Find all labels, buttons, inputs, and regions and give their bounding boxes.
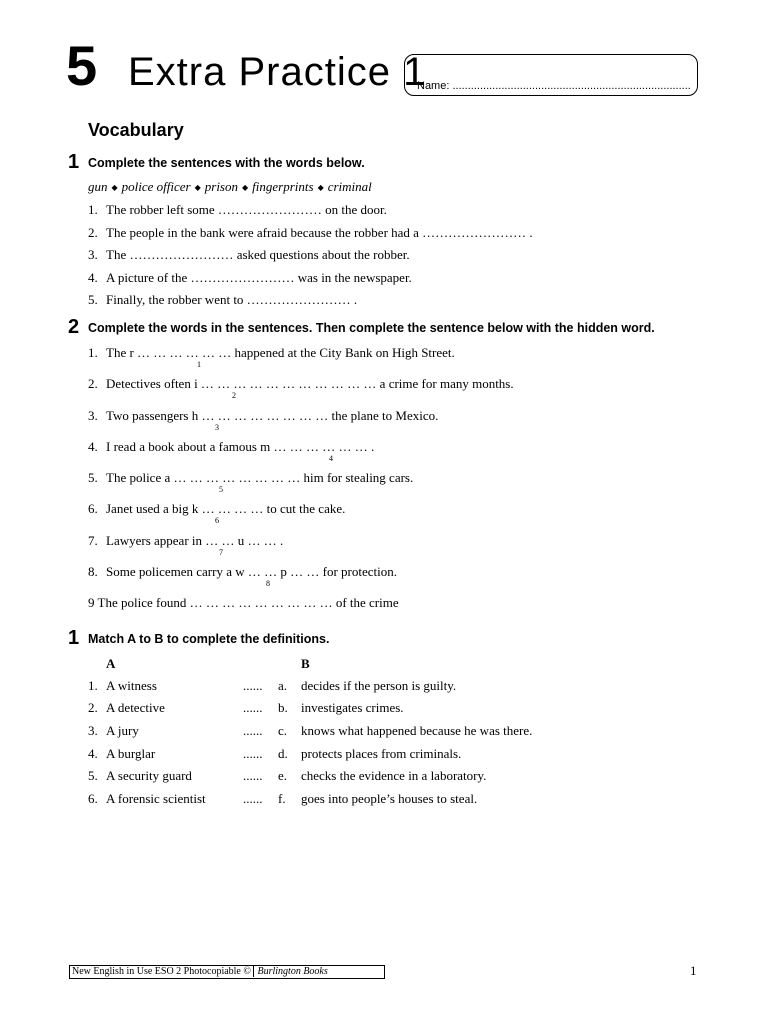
item-text: Janet used a big k … … … … to cut the cake.	[106, 501, 346, 516]
item-text: Lawyers appear in … … u … … .	[106, 533, 284, 548]
footer-credit	[69, 965, 385, 979]
item-text: Finally, the robber went to …………………… .	[106, 292, 358, 307]
word-bank: gun ◆ police officer ◆ prison ◆ fingerprints ◆ criminal	[88, 179, 372, 194]
item-text: Two passengers h … … … … … … … … the plane to Mexico.	[106, 408, 439, 423]
exercise-3-instruction: Match A to B to complete the definitions.	[88, 632, 330, 646]
column-b-item: protects places from criminals.	[301, 746, 462, 761]
item-number: 1.	[88, 202, 98, 217]
item-text: Some policemen carry a w … … p … … for protection.	[106, 564, 397, 579]
exercise-2-item	[88, 534, 283, 547]
answer-blank: ......	[243, 768, 263, 783]
row-letter: a.	[278, 678, 288, 693]
exercise-1-instruction: Complete the sentences with the words below.	[88, 156, 365, 170]
item-text: The police a … … … … … … … … him for stealing cars.	[106, 470, 414, 485]
column-b-item: checks the evidence in a laboratory.	[301, 768, 487, 783]
column-a-heading: A	[106, 656, 116, 671]
item-text: A picture of the …………………… was in the newspaper.	[106, 270, 412, 285]
exercise-2-item	[88, 409, 438, 422]
answer-blank: ......	[243, 746, 263, 761]
row-number: 2.	[88, 700, 98, 715]
row-letter: d.	[278, 746, 288, 761]
exercise-1-item	[88, 293, 357, 306]
word-bank-item: gun	[88, 179, 108, 194]
word-bank-item: fingerprints	[252, 179, 314, 194]
column-a-item: A forensic scientist	[106, 791, 206, 806]
exercise-1-item	[88, 271, 412, 284]
answer-blank: ......	[243, 791, 263, 806]
item-number: 7.	[88, 533, 98, 548]
hidden-letter-index: 6	[215, 516, 219, 525]
row-number: 3.	[88, 723, 98, 738]
exercise-1-item	[88, 248, 410, 261]
row-letter: b.	[278, 700, 288, 715]
footer-text: New English in Use ESO 2 Photocopiable ©	[72, 966, 254, 977]
answer-blank: ......	[243, 678, 263, 693]
exercise-2-instruction: Complete the words in the sentences. Then complete the sentence below with the hidden word.	[88, 321, 655, 335]
word-bank-item: police officer	[121, 179, 191, 194]
row-letter: c.	[278, 723, 288, 738]
exercise-2-item	[88, 377, 514, 390]
exercise-2-item	[88, 440, 374, 453]
item-text: Detectives often i … … … … … … … … … … … a crime for many months.	[106, 376, 514, 391]
item-number: 5.	[88, 470, 98, 485]
row-letter: f.	[278, 791, 286, 806]
item-number: 1.	[88, 345, 98, 360]
word-bank-item: prison	[204, 179, 238, 194]
name-box	[404, 54, 698, 96]
column-a-item: A jury	[106, 723, 139, 738]
column-a-item: A security guard	[106, 768, 192, 783]
item-number: 2.	[88, 225, 98, 240]
page-title: Extra Practice 1	[128, 50, 427, 94]
column-b-heading: B	[301, 656, 310, 671]
column-a-item: A detective	[106, 700, 165, 715]
page-number: 1	[690, 963, 697, 978]
hidden-letter-index: 5	[219, 485, 223, 494]
answer-blank: ......	[243, 700, 263, 715]
hidden-word-sentence: 9 The police found … … … … … … … … … of the crime	[88, 595, 399, 610]
item-text: The …………………… asked questions about the robber.	[106, 247, 410, 262]
column-a-item: A burglar	[106, 746, 156, 761]
exercise-3-number: 1	[68, 627, 80, 649]
answer-blank: ......	[243, 723, 263, 738]
name-label: Name: ..............................................................................	[417, 80, 691, 92]
word-bank-item: criminal	[327, 179, 372, 194]
exercise-2-item	[88, 565, 397, 578]
item-number: 6.	[88, 501, 98, 516]
row-number: 6.	[88, 791, 98, 806]
item-number: 8.	[88, 564, 98, 579]
item-number: 3.	[88, 408, 98, 423]
row-number: 1.	[88, 678, 98, 693]
unit-number: 5	[66, 34, 98, 97]
exercise-2-item	[88, 502, 345, 515]
column-b-item: knows what happened because he was there.	[301, 723, 533, 738]
hidden-letter-index: 1	[197, 360, 201, 369]
exercise-2-item	[88, 346, 455, 359]
exercise-2-item	[88, 471, 413, 484]
item-text: The people in the bank were afraid because the robber had a …………………… .	[106, 225, 533, 240]
item-number: 5.	[88, 292, 98, 307]
column-b-item: goes into people’s houses to steal.	[301, 791, 478, 806]
column-b-item: investigates crimes.	[301, 700, 404, 715]
hidden-letter-index: 4	[329, 454, 333, 463]
exercise-1-number: 1	[68, 151, 80, 173]
hidden-letter-index: 2	[232, 391, 236, 400]
exercise-2-number: 2	[68, 316, 80, 338]
row-number: 5.	[88, 768, 98, 783]
item-text: I read a book about a famous m … … … … … … .	[106, 439, 375, 454]
item-number: 3.	[88, 247, 98, 262]
row-letter: e.	[278, 768, 288, 783]
publisher-name: Burlington Books	[253, 966, 327, 977]
item-number: 2.	[88, 376, 98, 391]
section-title: Vocabulary	[88, 120, 184, 140]
item-number: 4.	[88, 439, 98, 454]
hidden-letter-index: 8	[266, 579, 270, 588]
column-a-item: A witness	[106, 678, 157, 693]
item-text: The r … … … … … … happened at the City Bank on High Street.	[106, 345, 455, 360]
exercise-1-item	[88, 203, 387, 216]
exercise-1-item	[88, 226, 533, 239]
hidden-letter-index: 3	[215, 423, 219, 432]
column-b-item: decides if the person is guilty.	[301, 678, 457, 693]
hidden-letter-index: 7	[219, 548, 223, 557]
item-text: The robber left some …………………… on the door.	[106, 202, 387, 217]
item-number: 4.	[88, 270, 98, 285]
row-number: 4.	[88, 746, 98, 761]
